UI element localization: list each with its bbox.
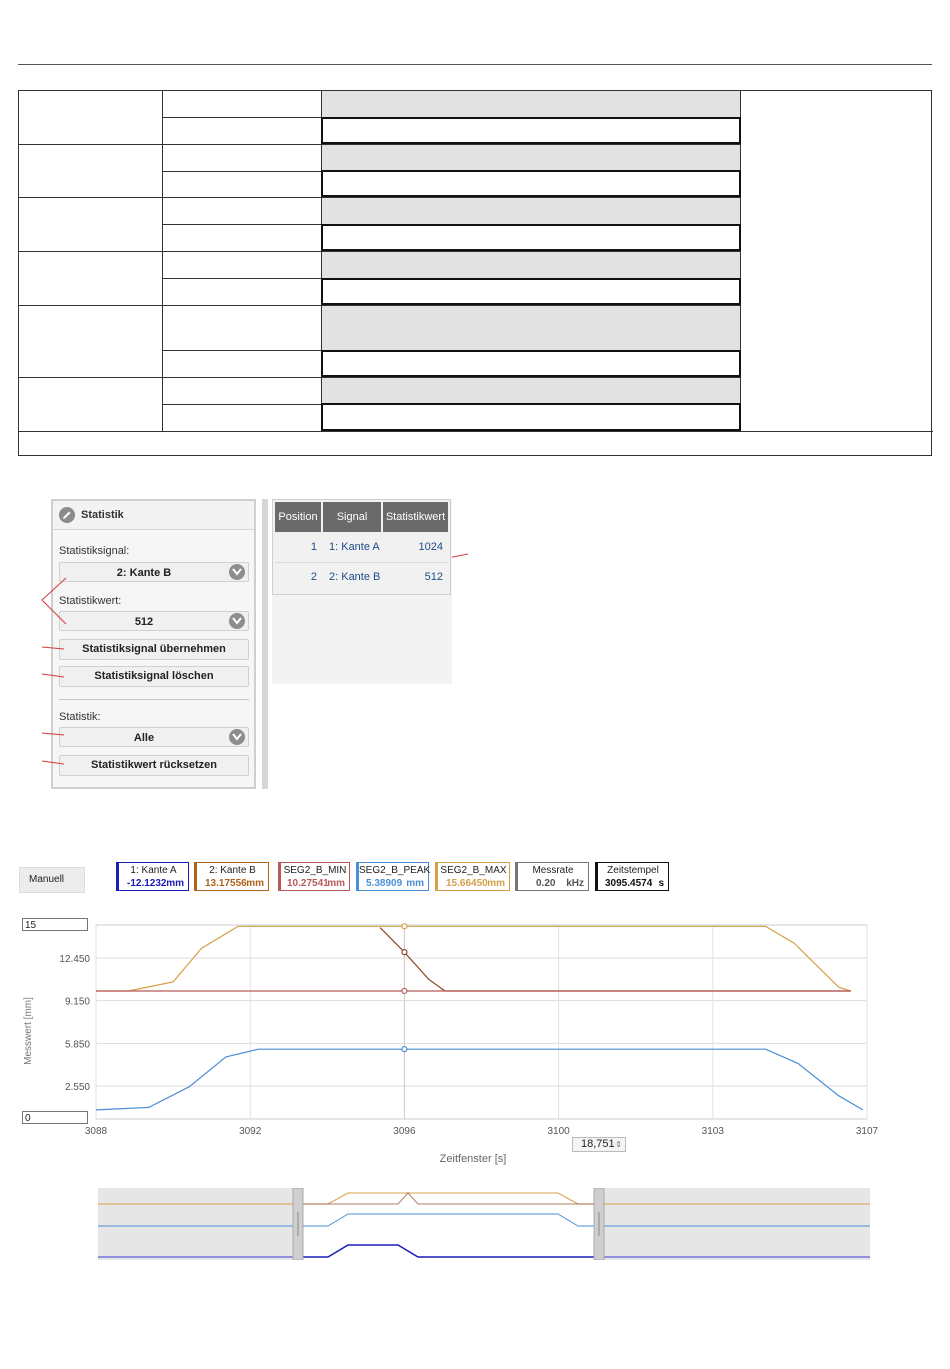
signal-select[interactable] [59, 562, 249, 582]
value-select-value: 512 [134, 616, 154, 628]
delete-signal-button[interactable]: Statistiksignal löschen [59, 666, 249, 687]
time-window-value: 18,751 [581, 1138, 615, 1150]
header-rule [18, 64, 932, 65]
input-field-1[interactable] [321, 117, 741, 144]
legend-seg2-b-max[interactable]: SEG2_B_MAX 15.66450 mm [435, 862, 510, 891]
table-cell-position: 1 [310, 541, 317, 553]
stat-select-value: Alle [133, 732, 155, 744]
time-window-input[interactable] [572, 1137, 626, 1152]
col-header-position: Position [275, 502, 321, 532]
y-tick-label: 2.550 [64, 1082, 90, 1094]
table-cell-signal: 1: Kante A [329, 541, 380, 553]
value-select[interactable] [59, 611, 249, 631]
overview-window[interactable] [303, 1188, 599, 1260]
input-field-4[interactable] [321, 278, 741, 305]
y-min-input[interactable]: 0 [22, 1111, 88, 1124]
col-header-signal: Signal [323, 502, 381, 532]
input-field-3[interactable] [321, 224, 741, 251]
panel-title: Statistik [81, 509, 124, 521]
legend-kante-b[interactable]: 2: Kante B 13.17556 mm [194, 862, 269, 891]
x-axis-label: Zeitfenster [s] [439, 1153, 507, 1165]
stats-table [272, 499, 451, 595]
statistik-panel-header [53, 501, 254, 530]
x-tick-label: 3107 [855, 1126, 879, 1137]
x-tick-label: 3103 [701, 1126, 724, 1137]
form-table [18, 90, 932, 456]
chevron-down-icon [229, 613, 245, 629]
x-tick-label: 3100 [547, 1126, 570, 1137]
overview-navigator[interactable] [98, 1188, 870, 1260]
panel-divider [59, 699, 249, 700]
annotation-marks [36, 540, 76, 780]
cursor-marker [402, 950, 407, 955]
spinner-icon: ⇕ [615, 1140, 622, 1149]
y-tick-label: 12.450 [59, 953, 90, 965]
signal-select-value: 2: Kante B [116, 567, 172, 579]
reset-value-button[interactable]: Statistikwert rücksetzen [59, 755, 249, 776]
y-tick-label: 5.850 [64, 1039, 90, 1051]
cursor-marker [402, 1047, 407, 1052]
stat-label: Statistik: [59, 711, 101, 723]
legend-kante-a[interactable]: 1: Kante A -12.1232 mm [116, 862, 189, 891]
chevron-down-icon [229, 729, 245, 745]
table-cell-value: 1024 [418, 541, 443, 553]
table-cell-position: 2 [310, 571, 317, 583]
main-chart[interactable] [0, 900, 950, 1170]
cursor-marker [402, 924, 407, 929]
chevron-down-icon [229, 564, 245, 580]
statistik-panel [51, 499, 256, 789]
input-field-2[interactable] [321, 170, 741, 197]
signal-label: Statistiksignal: [59, 545, 130, 557]
legend-seg2-b-peak[interactable]: SEG2_B_PEAK 5.38909 mm [356, 862, 429, 891]
cursor-marker [402, 988, 407, 993]
legend-zeitstempel[interactable]: Zeitstempel 3095.4574 s [595, 862, 669, 891]
col-header-statistikwert: Statistikwert [383, 502, 448, 532]
input-field-5[interactable] [321, 350, 741, 377]
legend-messrate[interactable]: Messrate 0.20 kHz [515, 862, 589, 891]
input-field-6[interactable] [321, 403, 741, 431]
panel-scrollbar[interactable] [262, 499, 268, 789]
legend-seg2-b-min[interactable]: SEG2_B_MIN 10.27541 mm [278, 862, 350, 891]
x-tick-label: 3088 [84, 1126, 108, 1137]
manual-mode-button[interactable]: Manuell [19, 867, 85, 893]
apply-signal-button[interactable]: Statistiksignal übernehmen [59, 639, 249, 660]
table-cell-value: 512 [424, 571, 443, 583]
edit-icon [59, 507, 75, 523]
y-max-input[interactable]: 15 [22, 918, 88, 931]
table-cell-signal: 2: Kante B [329, 571, 381, 583]
plot-area [96, 925, 867, 1119]
value-label: Statistikwert: [59, 595, 122, 607]
stat-select[interactable] [59, 727, 249, 747]
x-tick-label: 3096 [393, 1126, 416, 1137]
y-tick-label: 9.150 [64, 996, 90, 1008]
y-axis-label: Messwert [mm] [23, 997, 34, 1065]
x-tick-label: 3092 [239, 1126, 262, 1137]
